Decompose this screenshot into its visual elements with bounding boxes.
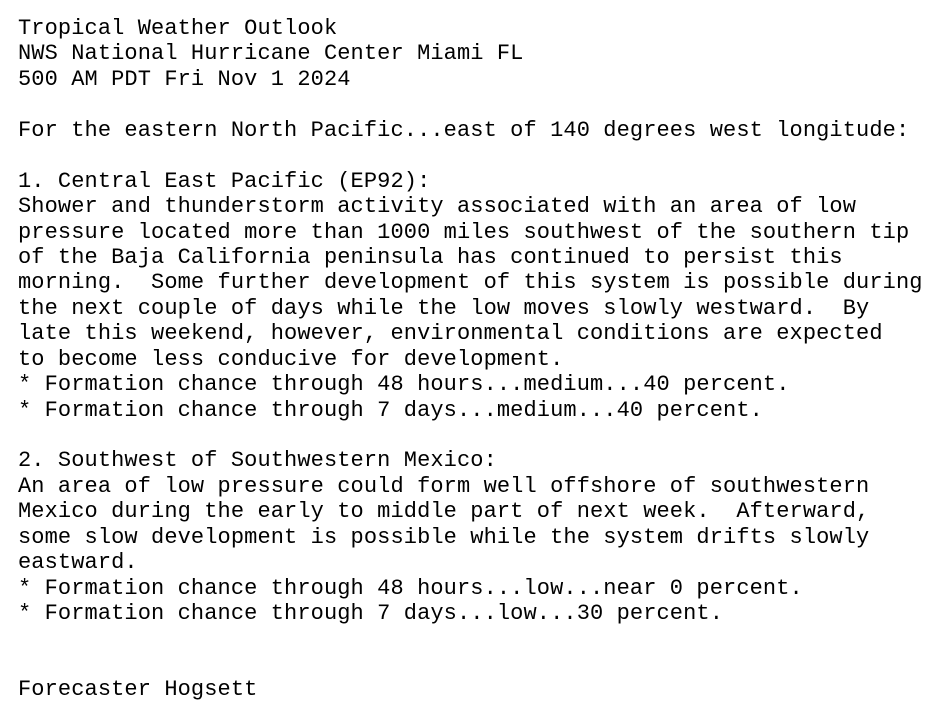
body-line: some slow development is possible while the system drifts slowly	[18, 524, 870, 550]
formation-chance-48h: * Formation chance through 48 hours...low...near 0 percent.	[18, 575, 803, 601]
issuance-timestamp: 500 AM PDT Fri Nov 1 2024	[18, 66, 351, 92]
formation-chance-7d: * Formation chance through 7 days...medium...40 percent.	[18, 397, 763, 423]
section-heading: 2. Southwest of Southwestern Mexico:	[18, 448, 497, 474]
blank-line	[18, 652, 942, 677]
basin-scope-line: For the eastern North Pacific...east of 140 degrees west longitude:	[18, 117, 910, 143]
issuing-office: NWS National Hurricane Center Miami FL	[18, 41, 524, 67]
blank-line	[18, 92, 942, 117]
body-line: late this weekend, however, environmental conditions are expected	[18, 321, 883, 347]
body-line: eastward.	[18, 550, 138, 576]
section-central-east-pacific	[18, 169, 942, 423]
body-line: the next couple of days while the low moves slowly westward. By	[18, 295, 870, 321]
blank-line	[18, 143, 942, 168]
body-line: Shower and thunderstorm activity associated with an area of low	[18, 194, 857, 220]
section-heading: 1. Central East Pacific (EP92):	[18, 168, 431, 194]
body-line: pressure located more than 1000 miles southwest of the southern tip	[18, 219, 910, 245]
blank-line	[18, 423, 942, 448]
product-title: Tropical Weather Outlook	[18, 16, 338, 41]
formation-chance-48h: * Formation chance through 48 hours...medium...40 percent.	[18, 372, 790, 398]
formation-chance-7d: * Formation chance through 7 days...low...30 percent.	[18, 601, 724, 627]
body-line: of the Baja California peninsula has continued to persist this	[18, 244, 843, 270]
forecaster-signature: Forecaster Hogsett	[18, 677, 258, 703]
body-line: Mexico during the early to middle part of next week. Afterward,	[18, 499, 870, 525]
section-southwest-mexico	[18, 448, 942, 626]
body-line: An area of low pressure could form well offshore of southwestern	[18, 473, 870, 499]
body-line: to become less conducive for development.	[18, 346, 564, 372]
body-line: morning. Some further development of this system is possible during	[18, 270, 923, 296]
blank-line	[18, 627, 942, 652]
